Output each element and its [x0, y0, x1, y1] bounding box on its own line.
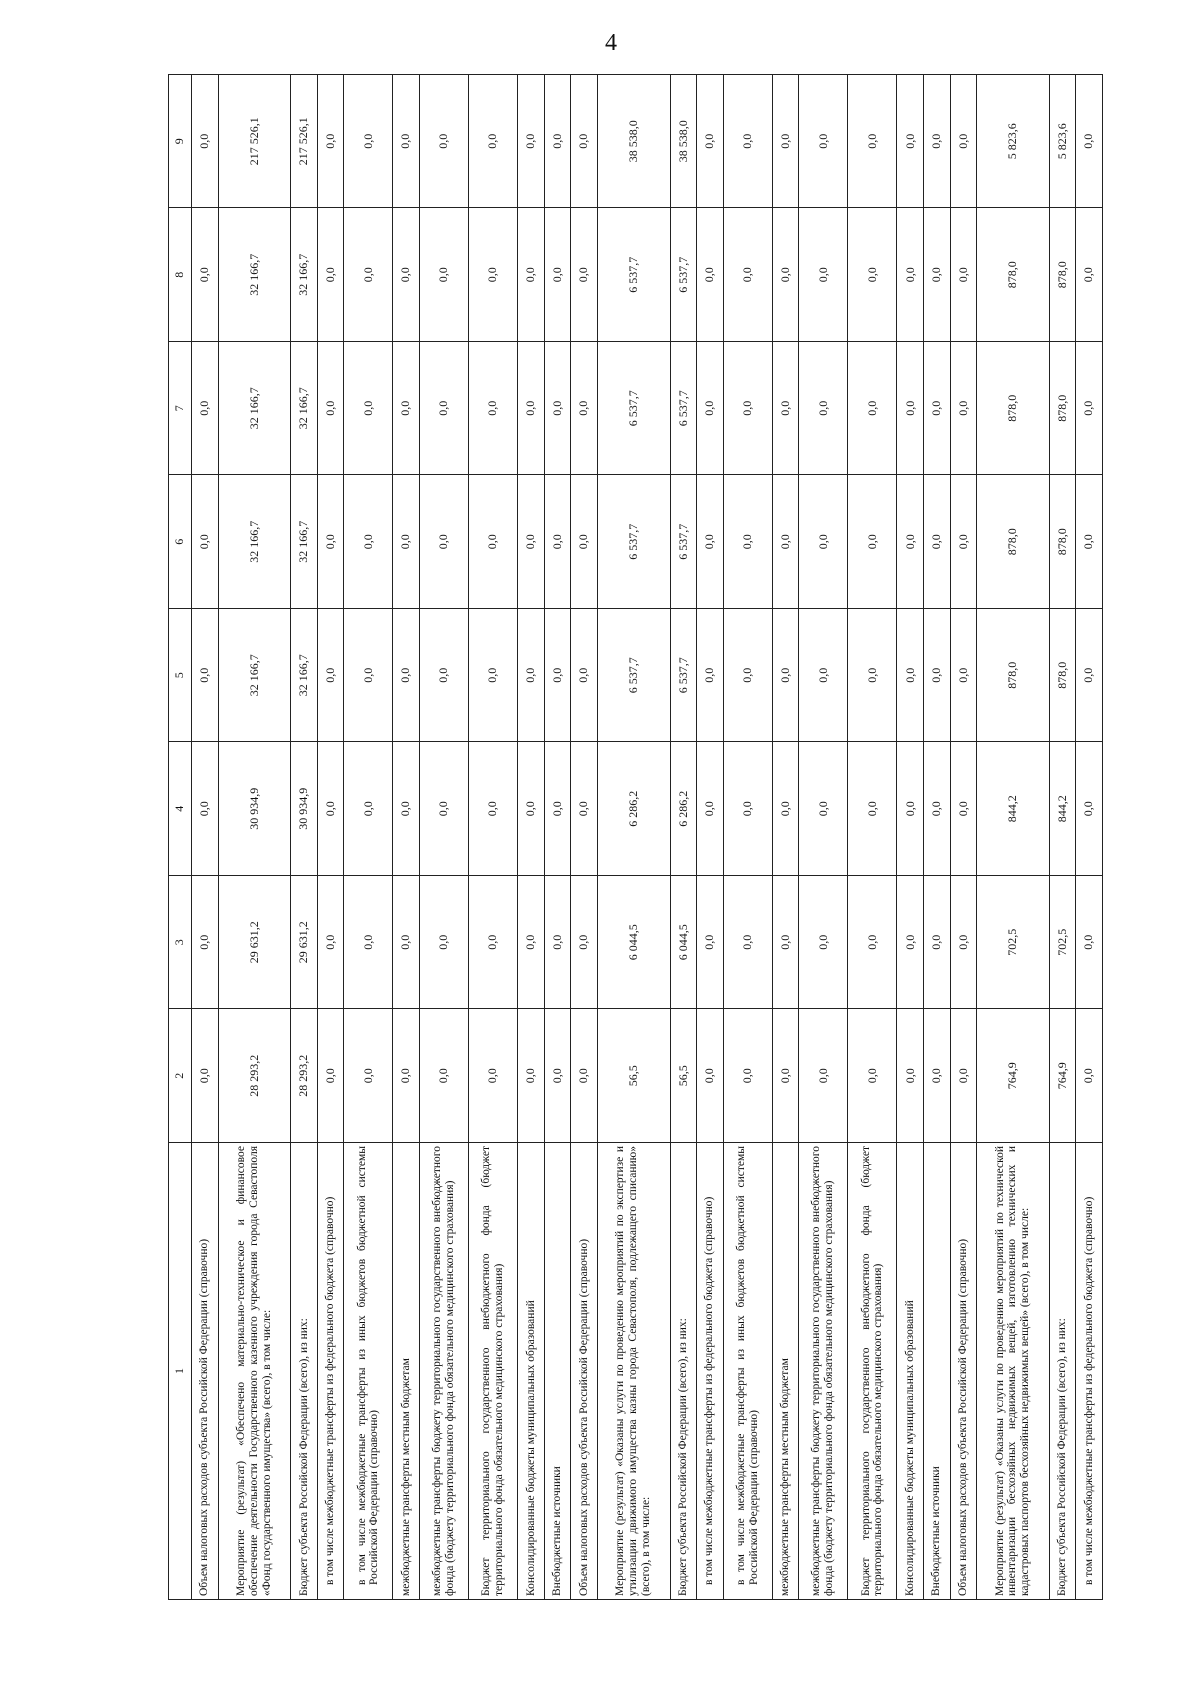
- row-value: 0,0: [848, 342, 897, 476]
- row-label: Мероприятие (результат) «Оказаны услуги по проведению мероприятий по экспертизе и утилизации движимого имущества казны города Севастополя, подлежащего списанию» (всего), в том числе:: [597, 1143, 670, 1600]
- row-label: в том числе межбюджетные трансферты из иных бюджетов бюджетной системы Российской Федерации (справочно): [344, 1143, 393, 1600]
- row-label: Бюджет субъекта Российской Федерации (всего), из них:: [291, 1143, 318, 1600]
- row-label: Объем налоговых расходов субъекта Российской Федерации (справочно): [192, 1143, 219, 1600]
- row-value: 6 537,7: [597, 475, 670, 609]
- row-value: 0,0: [393, 609, 420, 743]
- column-header: 6: [169, 475, 192, 609]
- row-value: 0,0: [799, 75, 848, 209]
- row-value: 30 934,9: [291, 742, 318, 876]
- row-value: 0,0: [544, 208, 571, 342]
- table-row: [723, 75, 772, 1600]
- row-label: Бюджет субъекта Российской Федерации (всего), из них:: [1049, 1143, 1076, 1600]
- row-value: 0,0: [393, 1009, 420, 1143]
- row-value: 0,0: [317, 75, 344, 209]
- row-value: 0,0: [393, 475, 420, 609]
- row-value: 0,0: [1076, 208, 1103, 342]
- row-value: 6 044,5: [670, 876, 697, 1010]
- row-value: 0,0: [897, 75, 924, 209]
- row-value: 0,0: [772, 609, 799, 743]
- row-value: 5 823,6: [977, 75, 1050, 209]
- row-value: 0,0: [344, 876, 393, 1010]
- row-value: 0,0: [518, 876, 545, 1010]
- row-value: 0,0: [772, 208, 799, 342]
- row-value: 0,0: [897, 208, 924, 342]
- row-value: 0,0: [317, 342, 344, 476]
- row-value: 0,0: [518, 342, 545, 476]
- row-value: 0,0: [697, 342, 724, 476]
- row-value: 0,0: [923, 342, 950, 476]
- table-row: [317, 75, 344, 1600]
- row-label: Мероприятие (результат) «Обеспечено материально-техническое и финансовое обеспечение деятельности Государственного казенного учреждения города Севастополя «Фонд государственного имущества» (всего), в том числе:: [218, 1143, 291, 1600]
- row-value: 0,0: [344, 742, 393, 876]
- page-number: 4: [605, 30, 617, 56]
- row-value: 0,0: [518, 475, 545, 609]
- row-value: 0,0: [344, 475, 393, 609]
- table-row: [950, 75, 977, 1600]
- row-value: 0,0: [1076, 1009, 1103, 1143]
- row-value: 0,0: [544, 876, 571, 1010]
- row-value: 0,0: [317, 208, 344, 342]
- row-label: Бюджет субъекта Российской Федерации (всего), из них:: [670, 1143, 697, 1600]
- row-value: 0,0: [697, 876, 724, 1010]
- row-value: 0,0: [393, 75, 420, 209]
- row-label: Бюджет территориального государственного внебюджетного фонда (бюджет территориального фонда обязательного медицинского страхования): [469, 1143, 518, 1600]
- table-row: [670, 75, 697, 1600]
- row-value: 0,0: [897, 609, 924, 743]
- row-value: 0,0: [344, 75, 393, 209]
- row-value: 0,0: [697, 208, 724, 342]
- row-value: 0,0: [923, 475, 950, 609]
- table-row: [469, 75, 518, 1600]
- row-value: 0,0: [723, 208, 772, 342]
- row-value: 0,0: [848, 475, 897, 609]
- row-value: 0,0: [723, 1009, 772, 1143]
- row-value: 0,0: [192, 208, 219, 342]
- row-value: 0,0: [723, 475, 772, 609]
- row-value: 0,0: [950, 475, 977, 609]
- table-row: [518, 75, 545, 1600]
- row-value: 0,0: [419, 208, 468, 342]
- row-value: 0,0: [697, 609, 724, 743]
- row-value: 702,5: [977, 876, 1050, 1010]
- row-value: 0,0: [419, 1009, 468, 1143]
- row-label: Мероприятие (результат) «Оказаны услуги по проведению мероприятий по технической инвентаризации бесхозяйных недвижимых вещей, изготовлению технических и кадастровых паспортов бесхозяйных недвижимых вещей» (всего), в том числе:: [977, 1143, 1050, 1600]
- row-value: 0,0: [772, 1009, 799, 1143]
- row-value: 0,0: [799, 208, 848, 342]
- row-value: 0,0: [697, 1009, 724, 1143]
- row-value: 0,0: [923, 208, 950, 342]
- row-value: 0,0: [469, 1009, 518, 1143]
- table-row: [544, 75, 571, 1600]
- row-value: 0,0: [544, 1009, 571, 1143]
- row-value: 32 166,7: [291, 208, 318, 342]
- row-value: 29 631,2: [218, 876, 291, 1010]
- row-value: 0,0: [848, 208, 897, 342]
- row-value: 0,0: [469, 742, 518, 876]
- row-value: 0,0: [697, 75, 724, 209]
- table-row: [597, 75, 670, 1600]
- column-header: 8: [169, 208, 192, 342]
- row-value: 6 537,7: [670, 342, 697, 476]
- row-value: 878,0: [977, 342, 1050, 476]
- row-value: 0,0: [317, 609, 344, 743]
- row-value: 0,0: [571, 475, 598, 609]
- row-label: Объем налоговых расходов субъекта Российской Федерации (справочно): [571, 1143, 598, 1600]
- table-row: [291, 75, 318, 1600]
- row-value: 844,2: [977, 742, 1050, 876]
- row-label: Бюджет территориального государственного внебюджетного фонда (бюджет территориального фонда обязательного медицинского страхования): [848, 1143, 897, 1600]
- row-value: 0,0: [544, 475, 571, 609]
- row-value: 6 537,7: [670, 208, 697, 342]
- row-value: 0,0: [393, 742, 420, 876]
- row-value: 32 166,7: [218, 342, 291, 476]
- table-row: [1076, 75, 1103, 1600]
- row-value: 0,0: [469, 475, 518, 609]
- column-header: 4: [169, 742, 192, 876]
- row-value: 0,0: [1076, 609, 1103, 743]
- column-header: 1: [169, 1143, 192, 1600]
- row-value: 878,0: [1049, 342, 1076, 476]
- row-value: 217 526,1: [291, 75, 318, 209]
- column-header: 5: [169, 609, 192, 743]
- row-value: 38 538,0: [597, 75, 670, 209]
- row-value: 6 537,7: [597, 609, 670, 743]
- row-value: 0,0: [571, 75, 598, 209]
- row-value: 0,0: [317, 475, 344, 609]
- row-value: 0,0: [923, 1009, 950, 1143]
- row-value: 0,0: [697, 475, 724, 609]
- row-value: 32 166,7: [291, 475, 318, 609]
- row-value: 0,0: [1076, 742, 1103, 876]
- row-value: 0,0: [344, 609, 393, 743]
- row-value: 0,0: [571, 1009, 598, 1143]
- row-value: 217 526,1: [218, 75, 291, 209]
- row-label: в том числе межбюджетные трансферты из федерального бюджета (справочно): [697, 1143, 724, 1600]
- row-value: 878,0: [977, 475, 1050, 609]
- column-header: 9: [169, 75, 192, 209]
- row-value: 0,0: [950, 208, 977, 342]
- row-value: 0,0: [697, 742, 724, 876]
- row-value: 30 934,9: [218, 742, 291, 876]
- row-value: 0,0: [192, 75, 219, 209]
- row-value: 0,0: [344, 342, 393, 476]
- table-body: [192, 75, 1103, 1600]
- row-label: межбюджетные трансферты местным бюджетам: [772, 1143, 799, 1600]
- row-value: 0,0: [571, 609, 598, 743]
- row-value: 0,0: [897, 342, 924, 476]
- row-value: 5 823,6: [1049, 75, 1076, 209]
- table-row: [218, 75, 291, 1600]
- row-value: 0,0: [419, 75, 468, 209]
- row-value: 6 286,2: [670, 742, 697, 876]
- row-value: 0,0: [772, 75, 799, 209]
- row-value: 0,0: [848, 75, 897, 209]
- table-row: [1049, 75, 1076, 1600]
- row-value: 29 631,2: [291, 876, 318, 1010]
- column-header: 7: [169, 342, 192, 476]
- row-value: 56,5: [670, 1009, 697, 1143]
- row-value: 0,0: [393, 876, 420, 1010]
- row-label: в том числе межбюджетные трансферты из федерального бюджета (справочно): [1076, 1143, 1103, 1600]
- row-value: 0,0: [772, 475, 799, 609]
- row-value: 878,0: [1049, 475, 1076, 609]
- row-value: 0,0: [344, 1009, 393, 1143]
- row-value: 764,9: [977, 1009, 1050, 1143]
- row-value: 0,0: [799, 876, 848, 1010]
- rotated-table-container: [168, 75, 1103, 1600]
- row-value: 0,0: [571, 876, 598, 1010]
- row-value: 0,0: [469, 609, 518, 743]
- row-value: 0,0: [897, 742, 924, 876]
- row-value: 0,0: [469, 208, 518, 342]
- row-value: 0,0: [1076, 876, 1103, 1010]
- row-value: 0,0: [317, 876, 344, 1010]
- row-value: 0,0: [950, 609, 977, 743]
- row-value: 878,0: [1049, 208, 1076, 342]
- row-value: 0,0: [192, 609, 219, 743]
- row-value: 0,0: [723, 876, 772, 1010]
- row-value: 0,0: [799, 609, 848, 743]
- row-value: 6 537,7: [597, 208, 670, 342]
- row-value: 0,0: [544, 609, 571, 743]
- row-value: 0,0: [723, 742, 772, 876]
- row-value: 0,0: [544, 342, 571, 476]
- row-value: 0,0: [848, 609, 897, 743]
- row-label: в том числе межбюджетные трансферты из иных бюджетов бюджетной системы Российской Федерации (справочно): [723, 1143, 772, 1600]
- row-value: 0,0: [950, 75, 977, 209]
- row-value: 0,0: [571, 742, 598, 876]
- table-row: [192, 75, 219, 1600]
- row-value: 6 537,7: [670, 609, 697, 743]
- row-value: 702,5: [1049, 876, 1076, 1010]
- row-value: 0,0: [518, 208, 545, 342]
- row-value: 0,0: [723, 342, 772, 476]
- row-value: 0,0: [544, 742, 571, 876]
- table-row: [571, 75, 598, 1600]
- row-value: 0,0: [393, 342, 420, 476]
- row-value: 0,0: [848, 742, 897, 876]
- row-label: в том числе межбюджетные трансферты из федерального бюджета (справочно): [317, 1143, 344, 1600]
- row-value: 0,0: [317, 1009, 344, 1143]
- row-value: 0,0: [192, 876, 219, 1010]
- row-value: 0,0: [419, 742, 468, 876]
- row-label: Консолидированные бюджеты муниципальных образований: [518, 1143, 545, 1600]
- row-value: 0,0: [393, 208, 420, 342]
- row-value: 0,0: [1076, 342, 1103, 476]
- table-row: [344, 75, 393, 1600]
- row-value: 0,0: [518, 1009, 545, 1143]
- row-value: 6 537,7: [597, 342, 670, 476]
- column-header: 3: [169, 876, 192, 1010]
- row-value: 0,0: [950, 876, 977, 1010]
- table-row: [897, 75, 924, 1600]
- table-row: [977, 75, 1050, 1600]
- row-value: 0,0: [419, 342, 468, 476]
- row-value: 0,0: [344, 208, 393, 342]
- row-value: 0,0: [571, 208, 598, 342]
- row-value: 0,0: [192, 1009, 219, 1143]
- table-row: [772, 75, 799, 1600]
- row-label: Консолидированные бюджеты муниципальных образований: [897, 1143, 924, 1600]
- row-label: Внебюджетные источники: [544, 1143, 571, 1600]
- table-row: [799, 75, 848, 1600]
- header-row: [169, 75, 192, 1600]
- row-value: 0,0: [419, 609, 468, 743]
- row-value: 6 044,5: [597, 876, 670, 1010]
- row-value: 0,0: [723, 609, 772, 743]
- row-value: 0,0: [192, 342, 219, 476]
- row-value: 0,0: [469, 342, 518, 476]
- budget-table: [168, 74, 1103, 1600]
- table-row: [419, 75, 468, 1600]
- table-row: [697, 75, 724, 1600]
- table-row: [923, 75, 950, 1600]
- row-value: 0,0: [544, 75, 571, 209]
- row-value: 32 166,7: [218, 475, 291, 609]
- row-value: 0,0: [317, 742, 344, 876]
- row-value: 6 537,7: [670, 475, 697, 609]
- row-value: 844,2: [1049, 742, 1076, 876]
- row-value: 0,0: [799, 742, 848, 876]
- row-value: 0,0: [1076, 475, 1103, 609]
- row-value: 0,0: [799, 1009, 848, 1143]
- row-label: Объем налоговых расходов субъекта Российской Федерации (справочно): [950, 1143, 977, 1600]
- row-value: 0,0: [419, 876, 468, 1010]
- row-value: 28 293,2: [218, 1009, 291, 1143]
- row-value: 0,0: [192, 475, 219, 609]
- row-value: 0,0: [518, 609, 545, 743]
- row-value: 56,5: [597, 1009, 670, 1143]
- row-value: 0,0: [897, 1009, 924, 1143]
- row-value: 0,0: [723, 75, 772, 209]
- row-value: 0,0: [950, 1009, 977, 1143]
- row-value: 0,0: [950, 342, 977, 476]
- row-value: 6 286,2: [597, 742, 670, 876]
- row-label: межбюджетные трансферты бюджету территориального государственного внебюджетного фонда (бюджету территориального фонда обязательного медицинского страхования): [799, 1143, 848, 1600]
- row-value: 0,0: [469, 876, 518, 1010]
- row-value: 0,0: [419, 475, 468, 609]
- row-value: 0,0: [772, 876, 799, 1010]
- row-value: 0,0: [897, 475, 924, 609]
- row-value: 0,0: [848, 1009, 897, 1143]
- row-value: 28 293,2: [291, 1009, 318, 1143]
- row-value: 0,0: [518, 742, 545, 876]
- row-value: 0,0: [469, 75, 518, 209]
- row-value: 32 166,7: [291, 609, 318, 743]
- row-value: 0,0: [897, 876, 924, 1010]
- row-value: 0,0: [799, 342, 848, 476]
- row-value: 878,0: [977, 208, 1050, 342]
- row-value: 0,0: [571, 342, 598, 476]
- row-value: 0,0: [923, 75, 950, 209]
- row-value: 0,0: [950, 742, 977, 876]
- row-value: 878,0: [977, 609, 1050, 743]
- table-row: [848, 75, 897, 1600]
- row-value: 0,0: [848, 876, 897, 1010]
- row-value: 0,0: [799, 475, 848, 609]
- row-value: 32 166,7: [291, 342, 318, 476]
- column-header: 2: [169, 1009, 192, 1143]
- table-row: [393, 75, 420, 1600]
- row-value: 878,0: [1049, 609, 1076, 743]
- row-value: 0,0: [1076, 75, 1103, 209]
- row-value: 0,0: [518, 75, 545, 209]
- row-value: 0,0: [923, 742, 950, 876]
- row-value: 764,9: [1049, 1009, 1076, 1143]
- row-value: 32 166,7: [218, 208, 291, 342]
- row-value: 0,0: [192, 742, 219, 876]
- row-label: межбюджетные трансферты бюджету территориального государственного внебюджетного фонда (бюджету территориального фонда обязательного медицинского страхования): [419, 1143, 468, 1600]
- row-value: 32 166,7: [218, 609, 291, 743]
- row-label: Внебюджетные источники: [923, 1143, 950, 1600]
- row-value: 0,0: [923, 609, 950, 743]
- row-value: 38 538,0: [670, 75, 697, 209]
- row-value: 0,0: [923, 876, 950, 1010]
- row-label: межбюджетные трансферты местным бюджетам: [393, 1143, 420, 1600]
- row-value: 0,0: [772, 742, 799, 876]
- row-value: 0,0: [772, 342, 799, 476]
